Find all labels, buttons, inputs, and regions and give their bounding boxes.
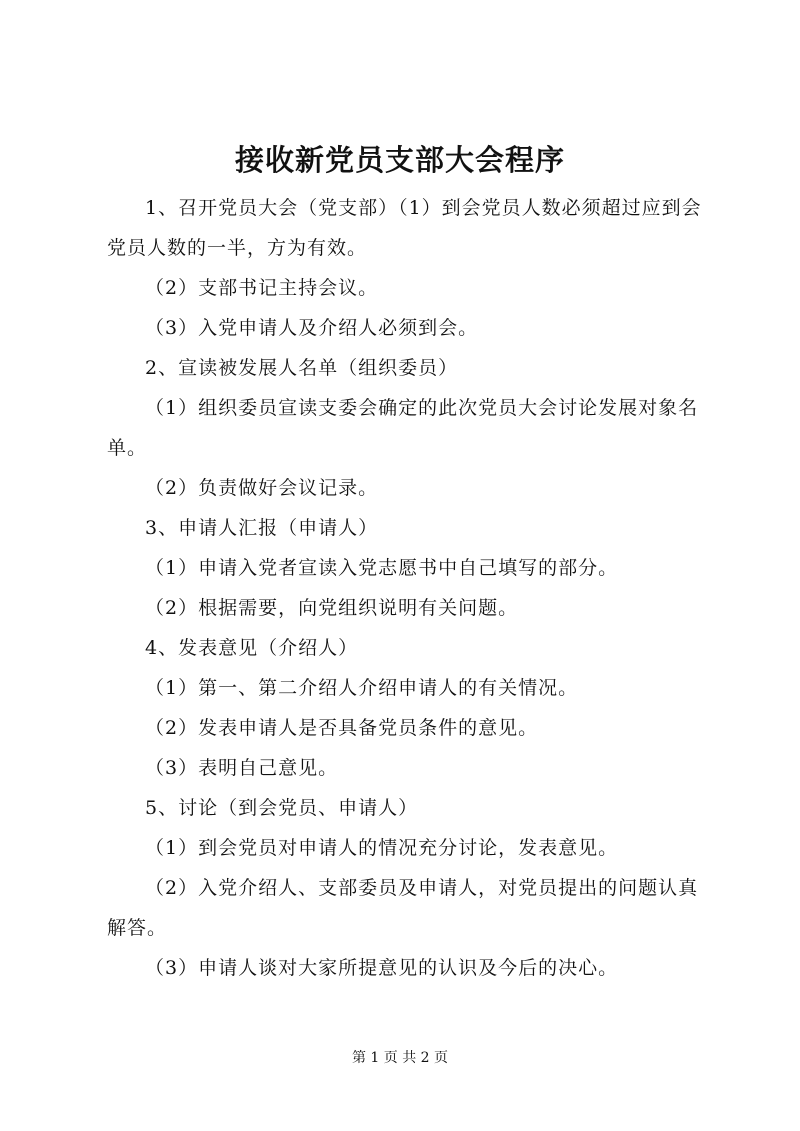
paragraph-12: （2）发表申请人是否具备党员条件的意见。 bbox=[145, 717, 539, 739]
paragraph-16: （2）入党介绍人、支部委员及申请人，对党员提出的问题认真解答。 bbox=[107, 877, 699, 939]
document-body bbox=[107, 188, 707, 988]
paragraph-15: （1）到会党员对申请人的情况充分讨论，发表意见。 bbox=[145, 837, 619, 859]
page-number-footer: 第 1 页 共 2 页 bbox=[351, 1050, 449, 1066]
paragraph-8: （1）申请入党者宣读入党志愿书中自己填写的部分。 bbox=[145, 557, 619, 579]
paragraph-6: （2）负责做好会议记录。 bbox=[145, 477, 379, 499]
paragraph-3: （3）入党申请人及介绍人必须到会。 bbox=[145, 317, 479, 339]
paragraph-1: 1、召开党员大会（党支部）（1）到会党员人数必须超过应到会党员人数的一半，方为有效。 bbox=[107, 197, 702, 259]
paragraph-4: 2、宣读被发展人名单（组织委员） bbox=[145, 357, 459, 379]
paragraph-7: 3、申请人汇报（申请人） bbox=[145, 517, 379, 539]
paragraph-14: 5、讨论（到会党员、申请人） bbox=[145, 797, 419, 819]
paragraph-10: 4、发表意见（介绍人） bbox=[145, 637, 359, 659]
paragraph-11: （1）第一、第二介绍人介绍申请人的有关情况。 bbox=[145, 677, 579, 699]
paragraph-9: （2）根据需要，向党组织说明有关问题。 bbox=[145, 597, 519, 619]
paragraph-17: （3）申请人谈对大家所提意见的认识及今后的决心。 bbox=[145, 957, 619, 979]
paragraph-13: （3）表明自己意见。 bbox=[145, 757, 339, 779]
paragraph-2: （2）支部书记主持会议。 bbox=[145, 277, 379, 299]
document-title: 接收新党员支部大会程序 bbox=[234, 143, 565, 177]
paragraph-5: （1）组织委员宣读支委会确定的此次党员大会讨论发展对象名单。 bbox=[107, 397, 699, 459]
